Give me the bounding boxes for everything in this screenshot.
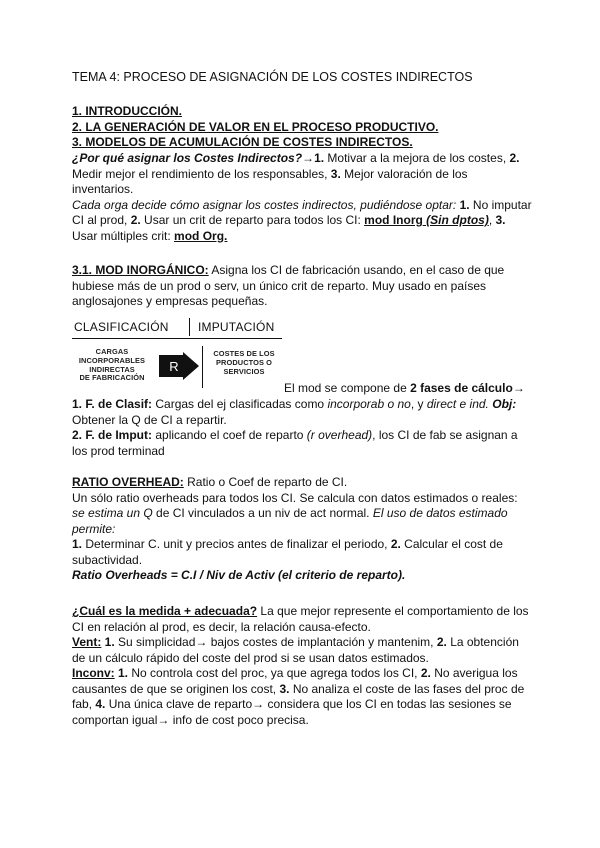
- ratio-num-2: 2.: [390, 537, 401, 551]
- diagram-vertical-line: [202, 346, 203, 388]
- inconv-num-4: 4.: [95, 697, 106, 711]
- diagram-left-label: [72, 348, 152, 383]
- diagram-right-line: PRODUCTOS O: [216, 357, 272, 367]
- diagram-right-label: [205, 350, 283, 376]
- phase-2-italic: (r overhead): [306, 428, 373, 442]
- ratio-paragraph: [72, 491, 532, 538]
- orga-text-2: Usar un crit de reparto para todos los CI:: [140, 213, 365, 227]
- section-heading: 3.1. MOD INORGÁNICO:: [72, 263, 209, 277]
- ratio-list: [72, 537, 532, 568]
- phases-intro-bold: 2 fases de cálculo: [410, 381, 513, 395]
- inconv-item-1: No controla cost del proc, ya que agrega todos los CI,: [128, 666, 421, 680]
- ratio-overhead-section: [72, 475, 532, 584]
- ratio-heading-line: [72, 475, 532, 491]
- ventajas-label: Vent:: [72, 635, 102, 649]
- mod-inorg-term: mod Inorg: [364, 213, 423, 227]
- orga-num-1: 1.: [459, 197, 470, 212]
- ratio-text: de CI vinculados a un niv de act normal.: [152, 506, 373, 520]
- inconv-item-3: No analiza el coste de las fases del proc de fab,: [72, 681, 525, 711]
- arrow-glyph: →: [512, 381, 525, 395]
- diagram-arrow-icon: [159, 352, 199, 380]
- phases-intro: [284, 381, 525, 397]
- diagram-right-line: SERVICIOS: [223, 366, 265, 376]
- why-question: ¿Por qué asignar los Costes Indirectos?→: [72, 151, 315, 165]
- diagram-arrow-label: R: [169, 359, 179, 374]
- diagram-header-divider: [189, 318, 190, 336]
- phase-1-objective-label: Obj:: [492, 397, 517, 411]
- section-text: Asigna los CI de fabricación usando, en el caso de que hubiese más de un prod o serv, un único crit de reparto. Muy usado en países anglosajones y empresas pequeñas.: [72, 263, 505, 308]
- classification-diagram: [72, 318, 284, 396]
- why-num-3: 3.: [330, 166, 341, 181]
- phase-1-heading: 1. F. de Clasif:: [72, 397, 153, 411]
- ratio-italic: El uso de datos estimado permite:: [72, 506, 508, 536]
- intro-paragraphs: [72, 151, 532, 244]
- phase-1-text: Obtener la Q de CI a repartir.: [72, 412, 227, 427]
- why-text-3: Mejor valoración de los inventarios.: [72, 166, 468, 196]
- why-num-1: 1.: [314, 151, 325, 165]
- why-text-2: Medir mejor el rendimiento de los responsables,: [72, 166, 331, 181]
- phase-2-text: aplicando el coef de reparto: [152, 428, 307, 442]
- orga-num-3: 3.: [495, 213, 506, 227]
- orga-text-1: No imputar CI al prod,: [72, 197, 532, 227]
- inconv-num-1: 1.: [114, 666, 129, 680]
- why-text-1: Motivar a la mejora de los costes,: [324, 151, 510, 165]
- why-num-2: 2.: [509, 151, 520, 165]
- document-title: TEMA 4: PROCESO DE ASIGNACIÓN DE LOS COSTES INDIRECTOS: [72, 70, 473, 84]
- ventajas-item-1: Su simplicidad→ bajos costes de implantación y mantenim,: [114, 635, 437, 649]
- diagram-col-imputacion: IMPUTACIÓN: [198, 320, 275, 334]
- diagram-left-line: INDIRECTAS: [89, 364, 135, 374]
- ventajas-item-2: La obtención de un cálculo rápido del coste del prod si se usan datos estimados.: [72, 635, 519, 665]
- inconv-item-4: Una única clave de reparto→ considera que los CI en todas las sesiones se comportan igual→ info de cost poco precisa.: [72, 697, 512, 727]
- ratio-num-1: 1.: [72, 537, 83, 551]
- phase-2: [72, 428, 532, 459]
- toc-item-3: 3. MODELOS DE ACUMULACIÓN DE COSTES INDIRECTOS.: [72, 135, 413, 150]
- ratio-item-1: Determinar C. unit y precios antes de finalizar el periodo,: [82, 537, 391, 551]
- diagram-left-line: CARGAS: [95, 347, 129, 356]
- phase-1-text: Cargas del ej clasificadas como: [152, 397, 328, 411]
- orga-intro: Cada orga decide cómo asignar los costes indirectos, pudiéndose optar:: [72, 197, 460, 212]
- medida-section: [72, 604, 532, 728]
- ratio-heading: RATIO OVERHEAD:: [72, 475, 184, 489]
- ratio-italic: se estima un Q: [72, 506, 153, 520]
- ratio-formula: Ratio Overheads = C.I / Niv de Activ (el criterio de reparto).: [72, 568, 406, 582]
- medida-text: La que mejor represente el comportamiento de los CI en relación al prod, es decir, la relación causa-efecto.: [72, 604, 529, 634]
- ventajas-num-1: 1.: [101, 635, 115, 649]
- medida-heading: ¿Cuál es la medida + adecuada?: [72, 604, 258, 618]
- inconv-num-2: 2.: [420, 666, 431, 680]
- phase-1: [72, 397, 532, 428]
- diagram-left-line: DE FABRICACIÓN: [79, 373, 145, 383]
- phase-1-italic: direct e ind.: [426, 397, 493, 411]
- toc-item-2: 2. LA GENERACIÓN DE VALOR EN EL PROCESO PRODUCTIVO.: [72, 119, 439, 134]
- sin-dptos-term: (Sin dptos): [422, 213, 489, 227]
- diagram-header: [72, 318, 282, 339]
- phases-intro-text: El mod se compone de: [284, 381, 411, 395]
- ventajas-num-2: 2.: [436, 635, 447, 649]
- inconvenientes-label: Inconv:: [72, 666, 115, 680]
- diagram-right-line: COSTES DE LOS: [213, 349, 275, 358]
- diagram-col-clasificacion: CLASIFICACIÓN: [74, 320, 169, 334]
- ratio-text: Un sólo ratio overheads para todos los CI. Se calcula con datos estimados o reales:: [72, 490, 518, 505]
- phase-1-italic: incorporab o no: [327, 397, 411, 411]
- phase-2-text: , los CI de fab se asignan a los prod terminad: [72, 428, 518, 458]
- section-mod-inorganico: [72, 263, 532, 310]
- table-of-contents: [72, 104, 532, 151]
- inconvenientes-paragraph: [72, 666, 532, 728]
- orga-num-2: 2.: [130, 213, 141, 227]
- diagram-left-line: INCORPORABLES: [78, 355, 146, 365]
- phase-2-heading: 2. F. de Imput:: [72, 428, 153, 442]
- orga-text-3: ,: [488, 213, 496, 227]
- orga-text-4: Usar múltiples crit:: [72, 228, 175, 243]
- mod-org-term: mod Org.: [174, 228, 228, 243]
- phases: [72, 397, 532, 459]
- ratio-item-2: Calcular el cost de subactividad.: [72, 537, 503, 567]
- orga-paragraph: [72, 198, 532, 245]
- ventajas-paragraph: [72, 635, 532, 666]
- medida-paragraph: [72, 604, 532, 635]
- ratio-heading-text: Ratio o Coef de reparto de CI.: [183, 475, 348, 489]
- inconv-item-2: No averigua los causantes de que se originen los cost,: [72, 666, 518, 696]
- why-paragraph: [72, 151, 532, 198]
- phase-1-text: , y: [410, 397, 427, 411]
- inconv-num-3: 3.: [279, 681, 290, 696]
- toc-item-1: 1. INTRODUCCIÓN.: [72, 104, 183, 118]
